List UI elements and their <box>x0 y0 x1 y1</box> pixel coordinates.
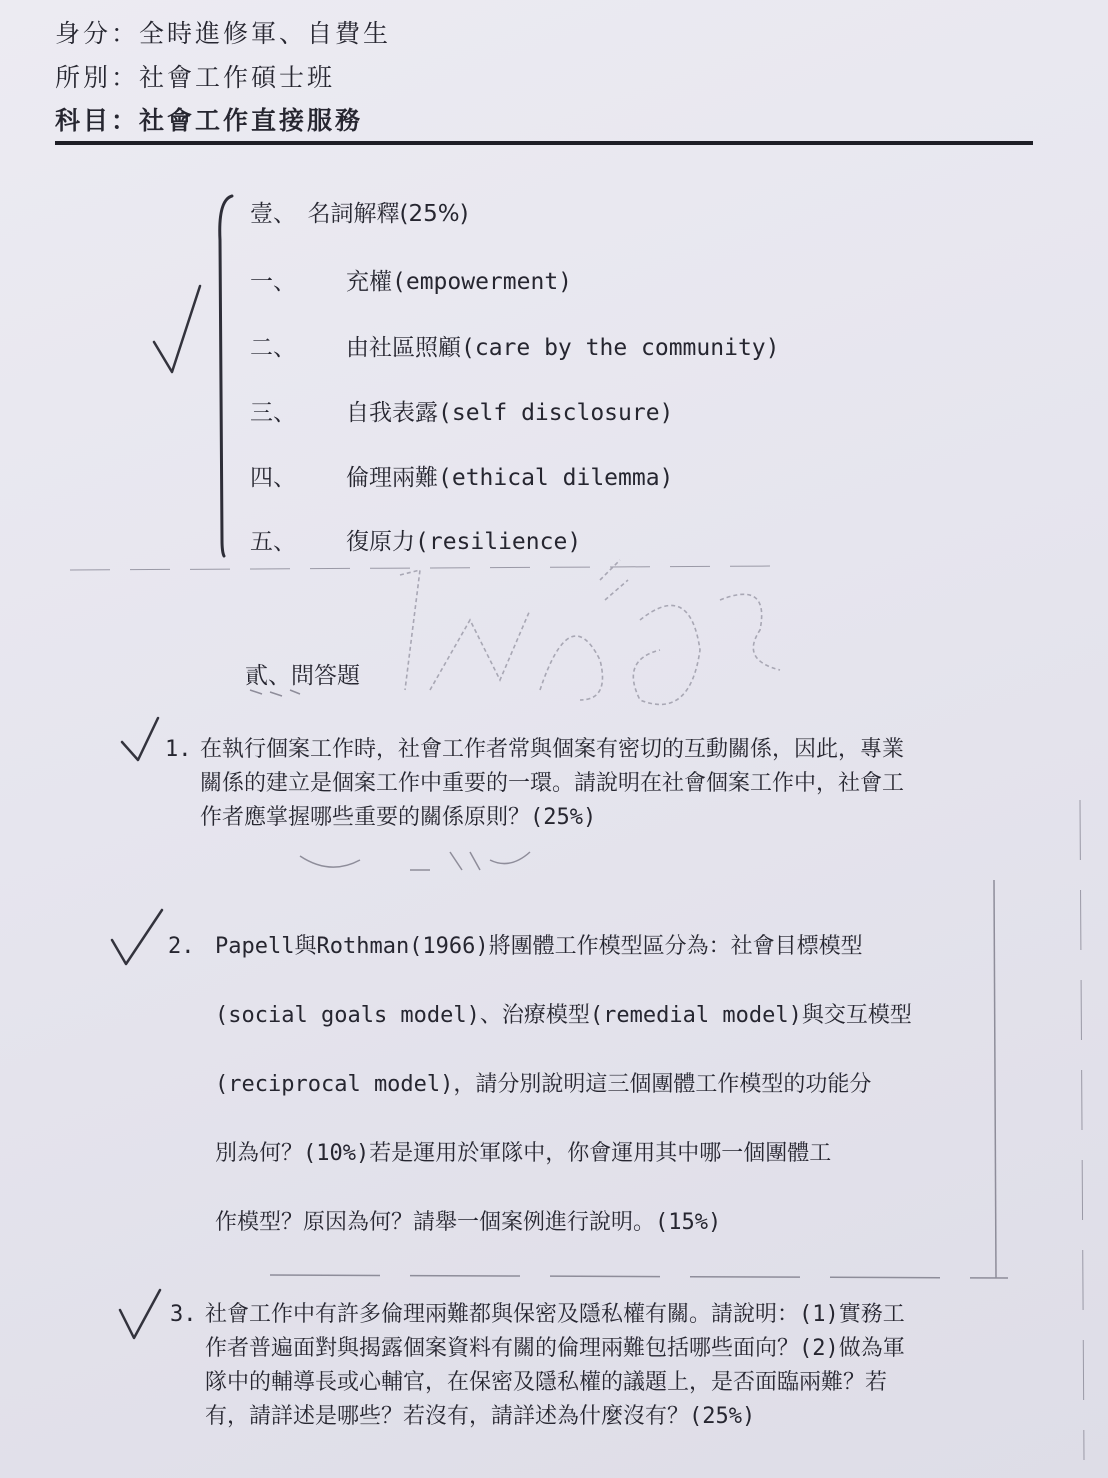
question-line: 作模型？原因為何？請舉一個案例進行說明。(15%) <box>215 1210 722 1235</box>
question-number: 3. <box>170 1302 197 1327</box>
term-number: 二、 <box>250 335 296 361</box>
fold-line <box>70 566 780 570</box>
question-line: (social goals model)、治療模型(remedial model)與交互模型 <box>215 1003 912 1028</box>
term-number: 四、 <box>250 465 296 491</box>
question-line: 社會工作中有許多倫理兩難都與保密及隱私權有關。請說明：(1)實務工 <box>205 1302 905 1327</box>
fold-line <box>270 1275 1008 1278</box>
subject-line: 科目：社會工作直接服務 <box>55 106 364 135</box>
term-number: 三、 <box>250 400 296 426</box>
term-text: 充權(empowerment) <box>346 269 573 295</box>
fold-line <box>1080 800 1084 1460</box>
question-line: 隊中的輔導長或心輔官，在保密及隱私權的議題上，是否面臨兩難？若 <box>205 1370 888 1395</box>
question-line: Papell與Rothman(1966)將團體工作模型區分為：社會目標模型 <box>215 934 863 959</box>
term-text: 自我表露(self disclosure) <box>346 400 674 426</box>
check-mark-icon <box>120 1290 160 1338</box>
question-line: 作者應掌握哪些重要的關係原則？(25%) <box>200 805 597 830</box>
identity-line: 身分：全時進修軍、自費生 <box>55 19 392 48</box>
question-line: 關係的建立是個案工作中重要的一環。請說明在社會個案工作中，社會工 <box>200 771 905 796</box>
question-line: (reciprocal model)，請分別說明這三個團體工作模型的功能分 <box>215 1072 872 1097</box>
check-mark-icon <box>112 910 162 964</box>
check-mark-icon <box>154 286 200 372</box>
question-number: 2. <box>168 934 195 959</box>
section2-title: 貳、問答題 <box>245 663 360 689</box>
term-text: 由社區照顧(care by the community) <box>346 335 780 361</box>
question-number: 1. <box>165 737 192 762</box>
term-number: 一、 <box>250 269 296 295</box>
check-mark-icon <box>122 718 158 760</box>
question-line: 別為何？(10%)若是運用於軍隊中，你會運用其中哪一個團體工 <box>215 1141 832 1166</box>
faint-underline-traces <box>250 690 530 870</box>
fold-line <box>994 880 996 1278</box>
section1-title: 壹、 名詞解釋(25%) <box>250 201 469 227</box>
question-line: 作者普遍面對與揭露個案資料有關的倫理兩難包括哪些面向？(2)做為軍 <box>205 1336 905 1361</box>
faint-watermark-strokes <box>400 560 780 704</box>
term-number: 五、 <box>250 529 296 555</box>
bracket-mark <box>220 196 232 556</box>
question-line: 有，請詳述是哪些？若沒有，請詳述為什麼沒有？(25%) <box>205 1404 756 1429</box>
term-text: 復原力(resilience) <box>346 529 582 555</box>
question-line: 在執行個案工作時，社會工作者常與個案有密切的互動關係，因此，專業 <box>200 737 905 762</box>
department-line: 所別：社會工作碩士班 <box>55 63 336 92</box>
term-text: 倫理兩難(ethical dilemma) <box>346 465 674 491</box>
